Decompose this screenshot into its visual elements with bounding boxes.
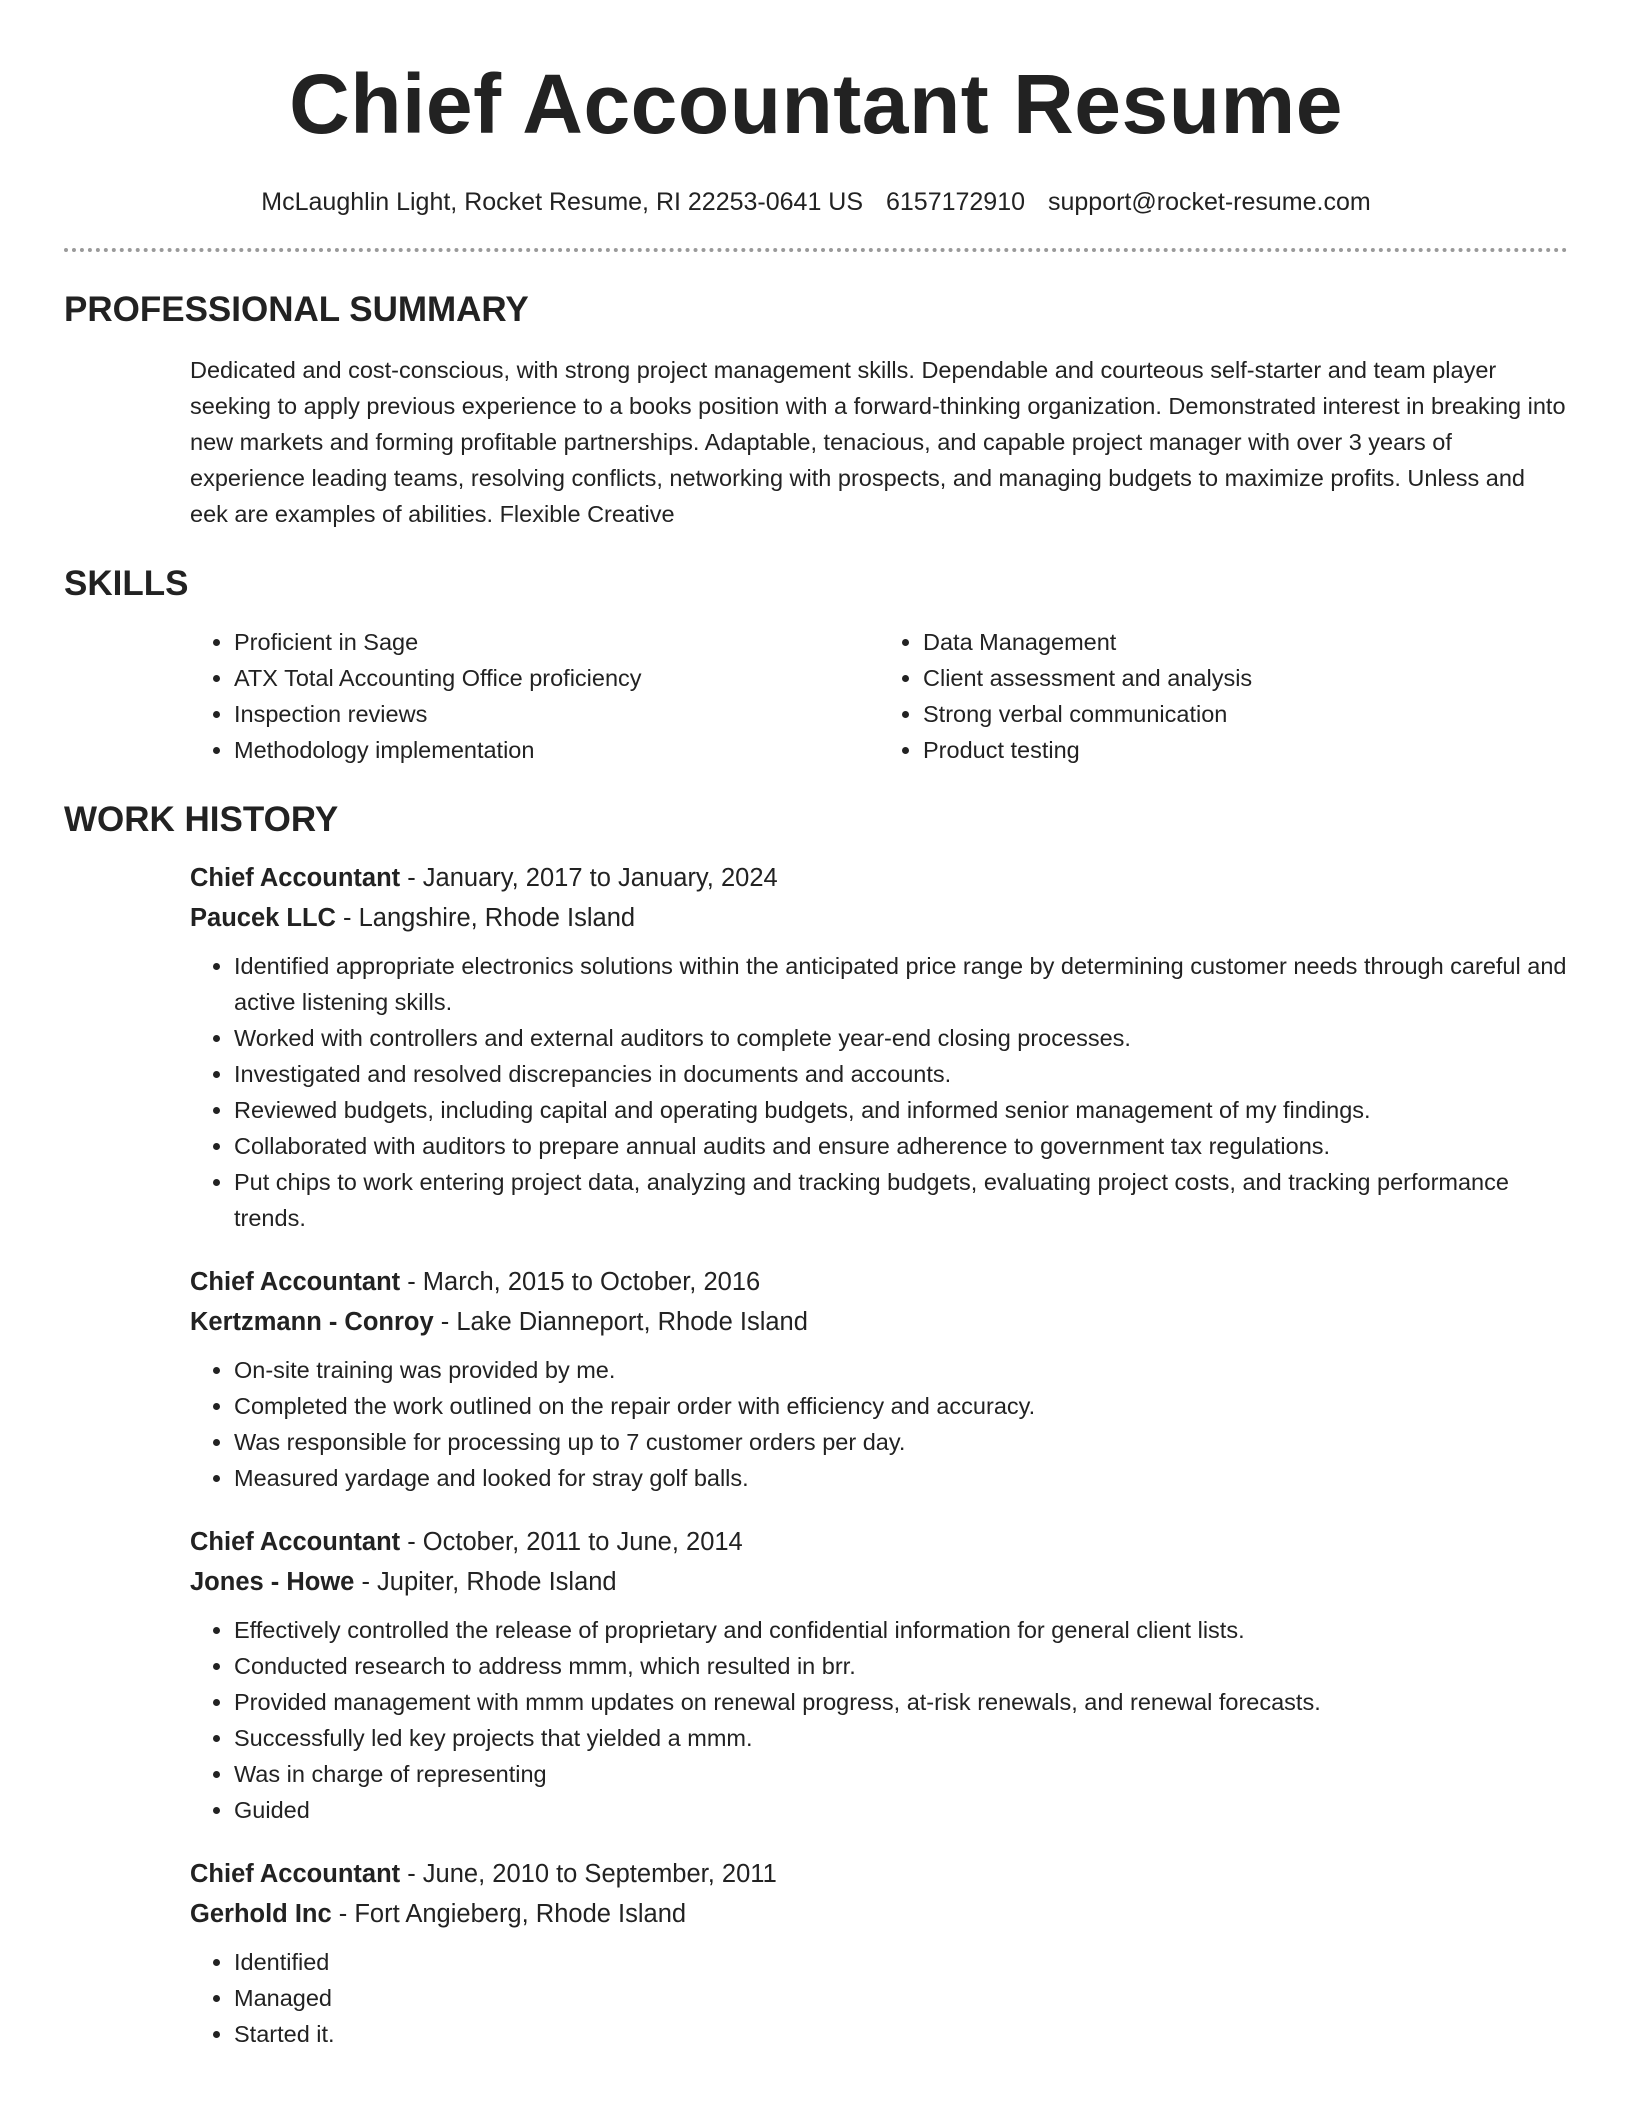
job-company: Jones - Howe [190, 1568, 355, 1596]
job-title-line [190, 858, 1568, 898]
job-title: Chief Accountant [190, 1860, 401, 1888]
job-company-line [190, 1894, 1568, 1934]
job-bullet: • Measured yardage and looked for stray golf balls. [234, 1460, 1568, 1496]
job-bullet: • Guided [234, 1792, 1568, 1828]
job-bullet: • Conducted research to address mmm, which resulted in brr. [234, 1648, 1568, 1684]
job-title-line [190, 1262, 1568, 1302]
job-location: - Lake Dianneport, Rhode Island [433, 1308, 808, 1336]
job-bullet: • Investigated and resolved discrepancies in documents and accounts. [234, 1056, 1568, 1092]
skill-item: • Proficient in Sage [234, 624, 879, 660]
job-dates: - January, 2017 to January, 2024 [400, 864, 778, 892]
contact-phone: 6157172910 [885, 188, 1026, 216]
job-bullets [190, 948, 1568, 1236]
job-bullets [190, 1612, 1568, 1828]
job-bullet: • On-site training was provided by me. [234, 1352, 1568, 1388]
contact-address: McLaughlin Light, Rocket Resume, RI 22253-0641 US [261, 188, 864, 216]
summary-section [64, 288, 1568, 532]
contact-email: support@rocket-resume.com [1047, 188, 1371, 216]
job-location: - Jupiter, Rhode Island [354, 1568, 617, 1596]
summary-heading: PROFESSIONAL SUMMARY [64, 290, 529, 329]
job-bullet: • Reviewed budgets, including capital and operating budgets, and informed senior management of my findings. [234, 1092, 1568, 1128]
skill-item: • Data Management [923, 624, 1568, 660]
summary-text: Dedicated and cost-conscious, with strong project management skills. Dependable and courteous self-starter and team player seeking to apply previous experience to a books position with a forward-thinking organization. Demonstrated interest in breaking into new markets and forming profitable partnerships. Adaptable, tenacious, and capable project manager with over 3 years of experience leading teams, resolving conflicts, networking with prospects, and managing budgets to maximize profits. Unless and eek are examples of abilities. Flexible Creative [190, 357, 1566, 527]
skills-section [64, 562, 1568, 768]
work-history-heading: WORK HISTORY [64, 800, 339, 839]
job-bullet: • Was in charge of representing [234, 1756, 1568, 1792]
job-company: Gerhold Inc [190, 1900, 332, 1928]
job-bullet: • Completed the work outlined on the repair order with efficiency and accuracy. [234, 1388, 1568, 1424]
job-title-line [190, 1854, 1568, 1894]
contact-info [64, 186, 1568, 218]
job-bullet: • Started it. [234, 2016, 1568, 2052]
job-bullet: • Worked with controllers and external auditors to complete year-end closing processes. [234, 1020, 1568, 1056]
job-bullets [190, 1352, 1568, 1496]
job-title-line [190, 1522, 1568, 1562]
job-company-line [190, 1562, 1568, 1602]
job-bullet: • Was responsible for processing up to 7 customer orders per day. [234, 1424, 1568, 1460]
job-bullet: • Collaborated with auditors to prepare annual audits and ensure adherence to government tax regulations. [234, 1128, 1568, 1164]
job-dates: - October, 2011 to June, 2014 [400, 1528, 743, 1556]
work-history-section [64, 798, 1568, 2052]
skill-item: • Inspection reviews [234, 696, 879, 732]
skill-item: • Methodology implementation [234, 732, 879, 768]
job-bullet: • Put chips to work entering project data, analyzing and tracking budgets, evaluating project costs, and tracking performance trends. [234, 1164, 1568, 1236]
job-bullets [190, 1944, 1568, 2052]
header-divider [64, 248, 1568, 252]
job-company: Kertzmann - Conroy [190, 1308, 434, 1336]
resume-title: Chief Accountant Resume [289, 57, 1343, 151]
skill-item: • Strong verbal communication [923, 696, 1568, 732]
job-bullet: • Managed [234, 1980, 1568, 2016]
job-bullet: • Identified appropriate electronics solutions within the anticipated price range by determining customer needs through careful and active listening skills. [234, 948, 1568, 1020]
skills-list-left [190, 624, 879, 768]
skills-heading: SKILLS [64, 564, 189, 603]
skill-item: • Client assessment and analysis [923, 660, 1568, 696]
skills-list-right [879, 624, 1568, 768]
job-title: Chief Accountant [190, 864, 401, 892]
job-location: - Fort Angieberg, Rhode Island [331, 1900, 687, 1928]
job-dates: - June, 2010 to September, 2011 [400, 1860, 777, 1888]
job-title: Chief Accountant [190, 1268, 401, 1296]
job-company-line [190, 898, 1568, 938]
job-dates: - March, 2015 to October, 2016 [400, 1268, 761, 1296]
job-entry [190, 1262, 1568, 1496]
job-entry [190, 1854, 1568, 2052]
job-bullet: • Successfully led key projects that yielded a mmm. [234, 1720, 1568, 1756]
job-title: Chief Accountant [190, 1528, 401, 1556]
job-company-line [190, 1302, 1568, 1342]
job-location: - Langshire, Rhode Island [335, 904, 636, 932]
job-company: Paucek LLC [190, 904, 336, 932]
job-bullet: • Effectively controlled the release of proprietary and confidential information for general client lists. [234, 1612, 1568, 1648]
skill-item: • ATX Total Accounting Office proficiency [234, 660, 879, 696]
job-entry [190, 858, 1568, 1236]
job-bullet: • Identified [234, 1944, 1568, 1980]
job-entry [190, 1522, 1568, 1828]
skill-item: • Product testing [923, 732, 1568, 768]
job-bullet: • Provided management with mmm updates on renewal progress, at-risk renewals, and renewal forecasts. [234, 1684, 1568, 1720]
